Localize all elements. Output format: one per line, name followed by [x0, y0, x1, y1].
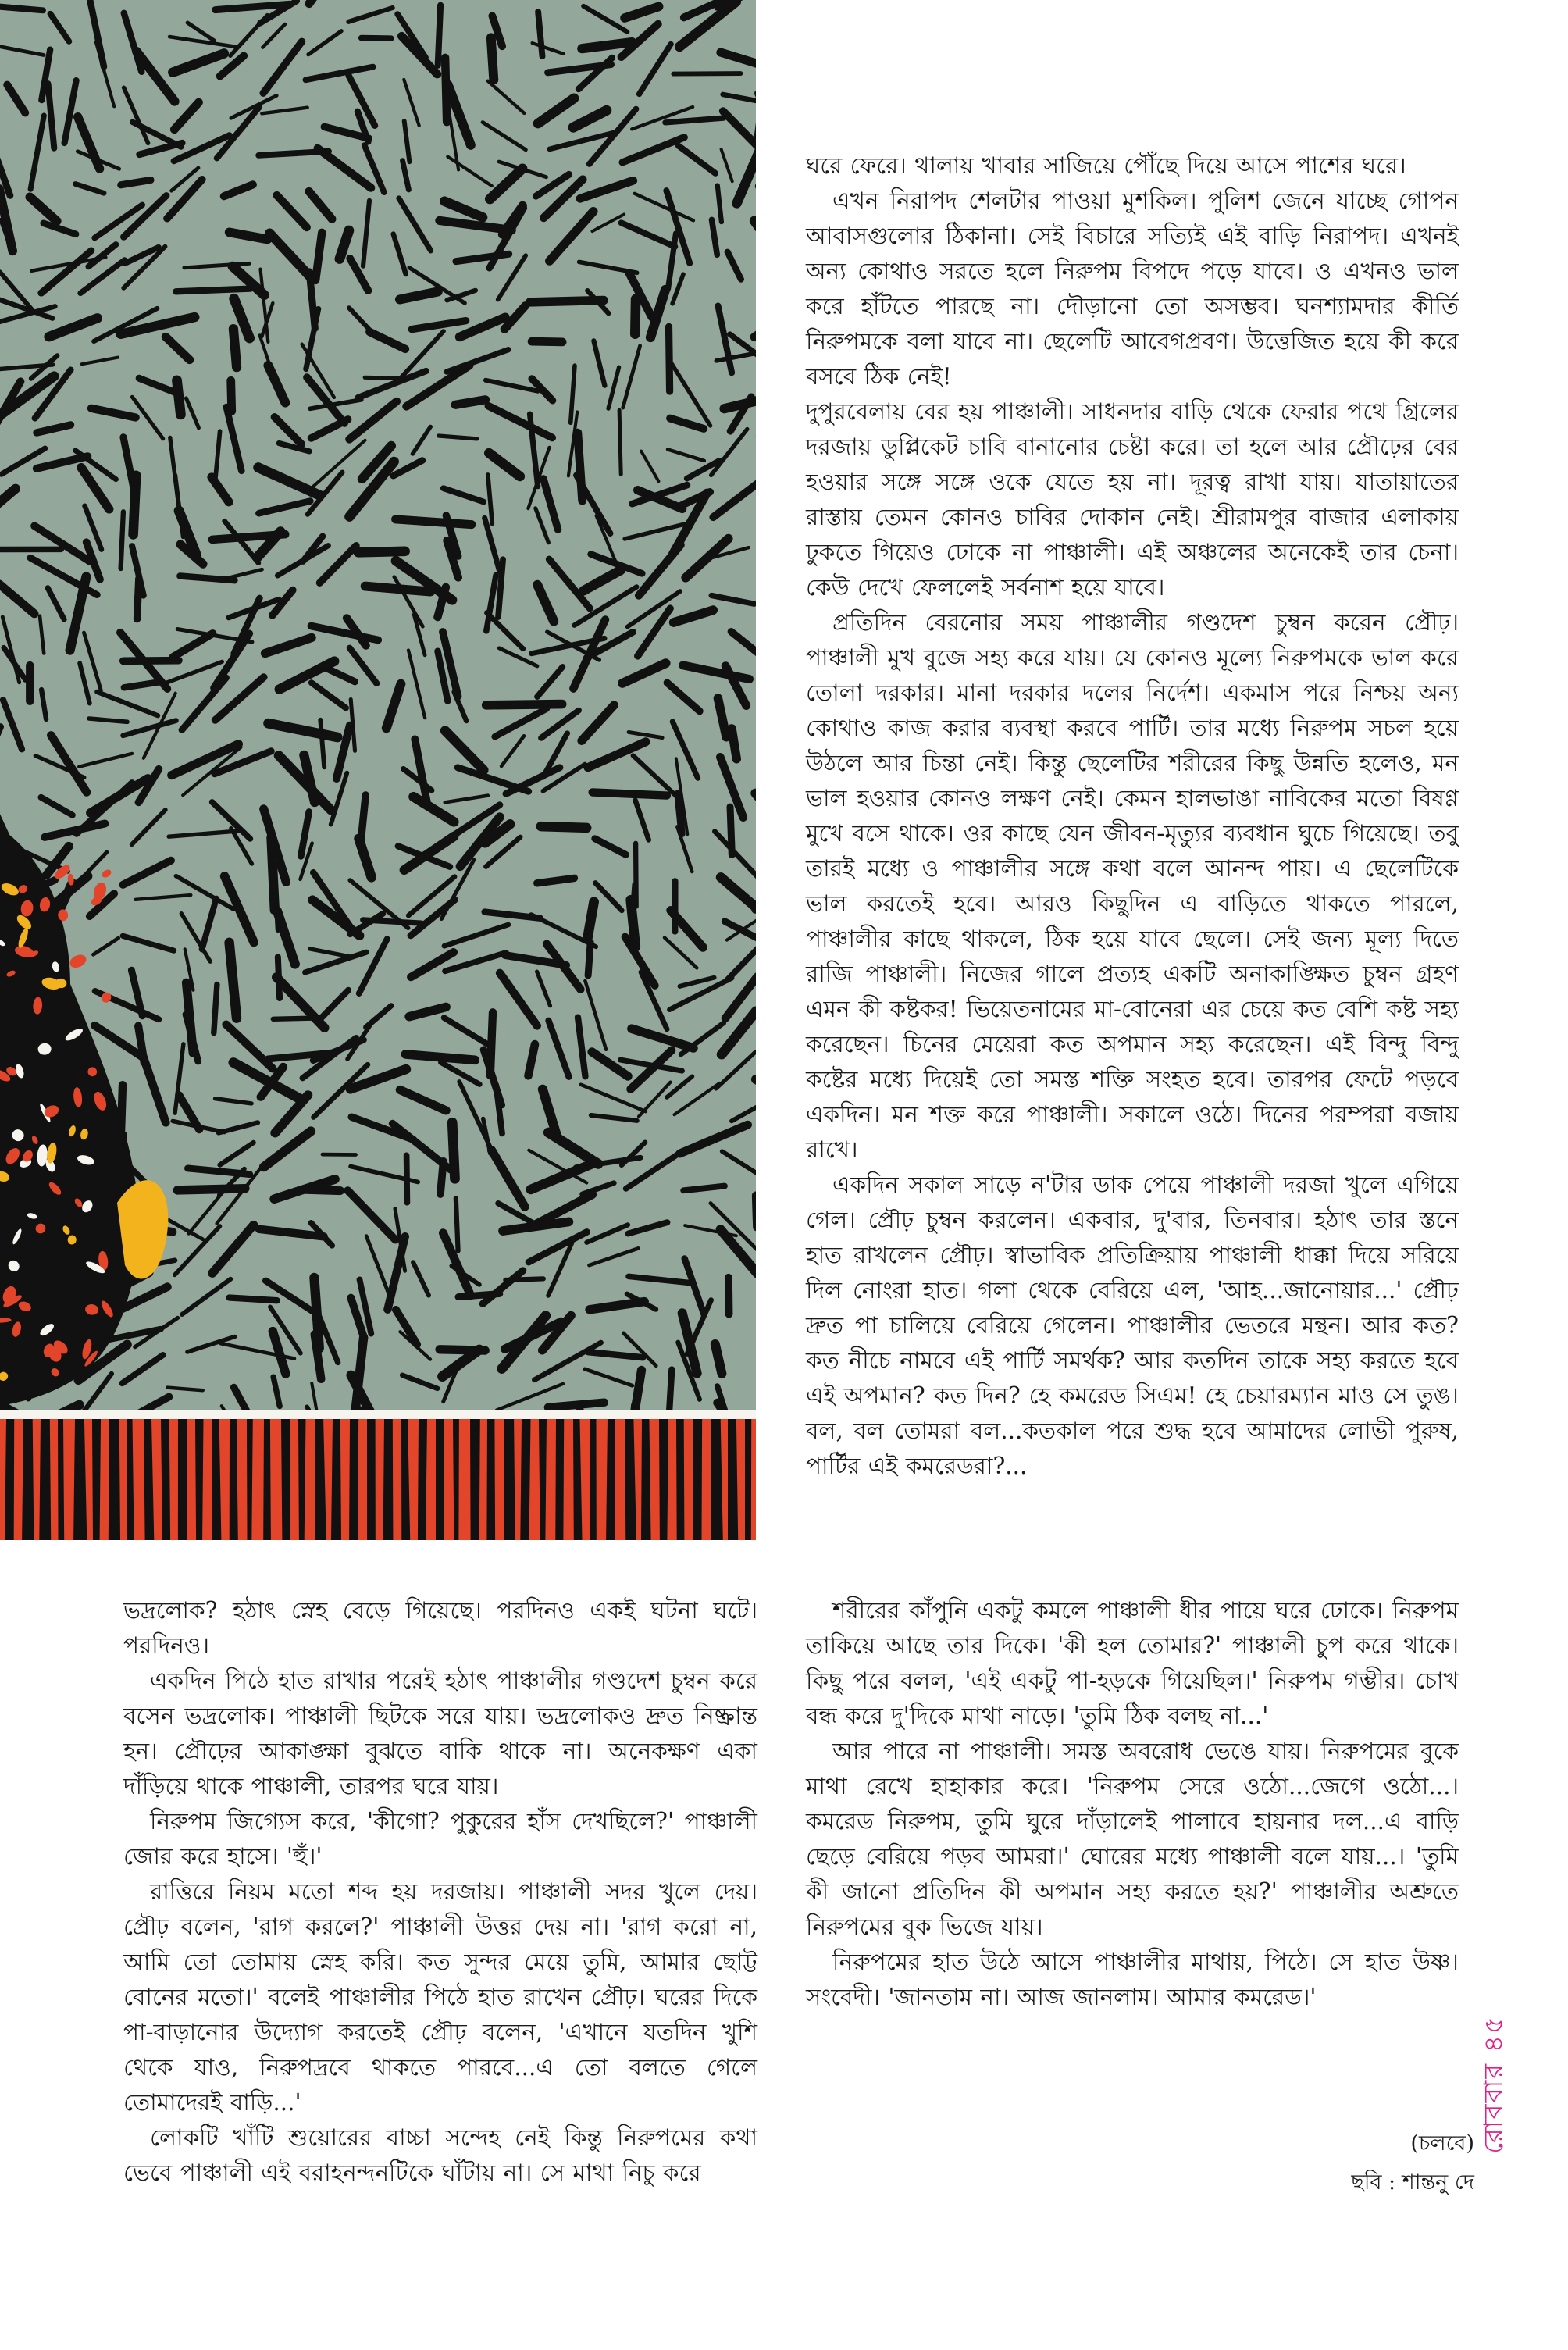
- article-paragraph: একদিন সকাল সাড়ে ন'টার ডাক পেয়ে পাঞ্চালী দরজা খুলে এগিয়ে গেল। প্রৌঢ় চুম্বন করলেন। একবার, দু'বার, তিনবার। হঠাৎ তার স্তনে হাত রাখলেন প্রৌঢ়। স্বাভাবিক প্রতিক্রিয়ায় পাঞ্চালী ধাক্কা দিয়ে সরিয়ে দিল নোংরা হাত। গলা থেকে বেরিয়ে এল, 'আহ...জানোয়ার...' প্রৌঢ় দ্রুত পা চালিয়ে বেরিয়ে গেলেন। পাঞ্চালীর ভেতরে মন্থন। আর কত? কত নীচে নামবে এই পার্টি সমর্থক? আর কতদিন তাকে সহ্য করতে হবে এই অপমান? কত দিন? হে কমরেড সিএম! হে চেয়ারম্যান মাও সে তুঙ। বল, বল তোমরা বল...কতকাল পরে শুদ্ধ হবে আমাদের লোভী পুরুষ, পার্টির এই কমরেডরা?...: [806, 1171, 1459, 1479]
- article-paragraph: নিরুপম জিগ্যেস করে, 'কীগো? পুকুরের হাঁস দেখছিলে?' পাঞ্চালী জোর করে হাসে। 'হুঁ।': [123, 1808, 757, 1870]
- article-column-right-top: [806, 148, 1459, 1484]
- article-paragraph: নিরুপমের হাত উঠে আসে পাঞ্চালীর মাথায়, পিঠে। সে হাত উষ্ণ। সংবেদী। 'জানতাম না। আজ জানলাম। আমার কমরেড।': [806, 1949, 1459, 2010]
- article-column-left-bottom: [123, 1593, 757, 2191]
- article-paragraph: রাত্তিরে নিয়ম মতো শব্দ হয় দরজায়। পাঞ্চালী সদর খুলে দেয়। প্রৌঢ় বলেন, 'রাগ করলে?' পাঞ্চালী উত্তর দেয় না। 'রাগ করো না, আমি তো তোমায় স্নেহ করি। কত সুন্দর মেয়ে তুমি, আমার ছোট্ট বোনের মতো।' বলেই পাঞ্চালীর পিঠে হাত রাখেন প্রৌঢ়। ঘরের দিকে পা-বাড়ানোর উদ্যোগ করতেই প্রৌঢ় বলেন, 'এখানে যতদিন খুশি থেকে যাও, নিরুপদ্রবে থাকতে পারবে...এ তো বলতে গেলে তোমাদেরই বাড়ি...': [123, 1878, 757, 2116]
- article-paragraph: এখন নিরাপদ শেলটার পাওয়া মুশকিল। পুলিশ জেনে যাচ্ছে গোপন আবাসগুলোর ঠিকানা। সেই বিচারে সত্যিই এই বাড়ি নিরাপদ। এখনই অন্য কোথাও সরতে হলে নিরুপম বিপদে পড়ে যাবে। ও এখনও ভাল করে হাঁটতে পারছে না। দৌড়ানো তো অসম্ভব। ঘনশ্যামদার কীর্তি নিরুপমকে বলা যাবে না। ছেলেটি আবেগপ্রবণ। উত্তেজিত হয়ে কী করে বসবে ঠিক নেই!: [806, 187, 1459, 390]
- article-paragraph: লোকটি খাঁটি শুয়োরের বাচ্চা সন্দেহ নেই কিন্তু নিরুপমের কথা ভেবে পাঞ্চালী এই বরাহনন্দনটিকে ঘাঁটায় না। সে মাথা নিচু করে: [123, 2124, 757, 2186]
- illustrator-credit: ছবি : শান্তনু দে: [1351, 2170, 1474, 2195]
- article-paragraph: শরীরের কাঁপুনি একটু কমলে পাঞ্চালী ধীর পায়ে ঘরে ঢোকে। নিরুপম তাকিয়ে আছে তার দিকে। 'কী হল তোমার?' পাঞ্চালী চুপ করে থাকে। কিছু পরে বলল, 'এই একটু পা-হড়কে গিয়েছিল।' নিরুপম গম্ভীর। চোখ বন্ধ করে দু'দিকে মাথা নাড়ে। 'তুমি ঠিক বলছ না...': [806, 1597, 1459, 1729]
- article-paragraph: একদিন পিঠে হাত রাখার পরেই হঠাৎ পাঞ্চালীর গণ্ডদেশ চুম্বন করে বসেন ভদ্রলোক। পাঞ্চালী ছিটকে সরে যায়। ভদ্রলোকও দ্রুত নিষ্ক্রান্ত হন। প্রৌঢ়ের আকাঙ্ক্ষা বুঝতে বাকি থাকে না। অনেকক্ষণ একা দাঁড়িয়ে থাকে পাঞ্চালী, তারপর ঘরে যায়।: [123, 1667, 757, 1799]
- woodcut-illustration: [0, 0, 756, 1540]
- continued-label: (চলবে): [1410, 2131, 1474, 2156]
- credits-block: [1327, 2124, 1474, 2202]
- article-paragraph: প্রতিদিন বেরনোর সময় পাঞ্চালীর গণ্ডদেশ চুম্বন করেন প্রৌঢ়। পাঞ্চালী মুখ বুজে সহ্য করে যায়। যে কোনও মূল্যে নিরুপমকে ভাল করে তোলা দরকার। মানা দরকার দলের নির্দেশ। একমাস পরে নিশ্চয় অন্য কোথাও কাজ করার ব্যবস্থা করবে পার্টি। তার মধ্যে নিরুপম সচল হয়ে উঠলে আর চিন্তা নেই। কিন্তু ছেলেটির শরীরের কিছু উন্নতি হলেও, মন ভাল হওয়ার কোনও লক্ষণ নেই। কেমন হালভাঙা নাবিকের মতো বিষণ্ণ মুখে বসে থাকে। ওর কাছে যেন জীবন-মৃত্যুর ব্যবধান ঘুচে গিয়েছে। তবু তারই মধ্যে ও পাঞ্চালীর সঙ্গে কথা বলে আনন্দ পায়। এ ছেলেটিকে ভাল করতেই হবে। আরও কিছুদিন এ বাড়িতে থাকতে পারলে, পাঞ্চালীর কাছে থাকলে, ঠিক হয়ে যাবে ছেলে। সেই জন্য মূল্য দিতে রাজি পাঞ্চালী। নিজের গালে প্রত্যহ একটি অনাকাঙ্ক্ষিত চুম্বন গ্রহণ এমন কী কষ্টকর! ভিয়েতনামের মা-বোনেরা এর চেয়ে কত বেশি কষ্ট সহ্য করেছেন। চিনের মেয়েরা কত অপমান সহ্য করেছেন। এই বিন্দু বিন্দু কষ্টের মধ্যে দিয়েই তো সমস্ত শক্তি সংহত হবে। তারপর ফেটে পড়বে একদিন। মন শক্ত করে পাঞ্চালী। সকালে ওঠে। দিনের পরম্পরা বজায় রাখে।: [806, 609, 1459, 1163]
- article-column-right-bottom: [806, 1593, 1459, 2015]
- article-paragraph: ঘরে ফেরে। থালায় খাবার সাজিয়ে পৌঁছে দিয়ে আসে পাশের ঘরে।: [806, 152, 1406, 179]
- article-paragraph: আর পারে না পাঞ্চালী। সমস্ত অবরোধ ভেঙে যায়। নিরুপমের বুকে মাথা রেখে হাহাকার করে। 'নিরুপম সেরে ওঠো...জেগে ওঠো...। কমরেড নিরুপম, তুমি ঘুরে দাঁড়ালেই পালাবে হায়নার দল...এ বাড়ি ছেড়ে বেরিয়ে পড়ব আমরা।' ঘোরের মধ্যে পাঞ্চালী বলে যায়...। 'তুমি কী জানো প্রতিদিন কী অপমান সহ্য করতে হয়?' পাঞ্চালীর অশ্রুতে নিরুপমের বুক ভিজে যায়।: [806, 1738, 1459, 1940]
- article-paragraph: ভদ্রলোক? হঠাৎ স্নেহ বেড়ে গিয়েছে। পরদিনও একই ঘটনা ঘটে। পরদিনও।: [123, 1597, 757, 1659]
- article-paragraph: দুপুরবেলায় বের হয় পাঞ্চালী। সাধনদার বাড়ি থেকে ফেরার পথে গ্রিলের দরজায় ডুপ্লিকেট চাবি বানানোর চেষ্টা করে। তা হলে আর প্রৌঢ়ের বের হওয়ার সঙ্গে সঙ্গে ওকে যেতে হয় না। দূরত্ব রাখা যায়। যাতায়াতের রাস্তায় তেমন কোনও চাবির দোকান নেই। শ্রীরামপুর বাজার এলাকায় ঢুকতে গিয়েও ঢোকে না পাঞ্চালী। এই অঞ্চলের অনেকেই তার চেনা। কেউ দেখে ফেললেই সর্বনাশ হয়ে যাবে।: [806, 398, 1459, 601]
- page-folio: রোববার ৪৫: [1478, 2015, 1509, 2154]
